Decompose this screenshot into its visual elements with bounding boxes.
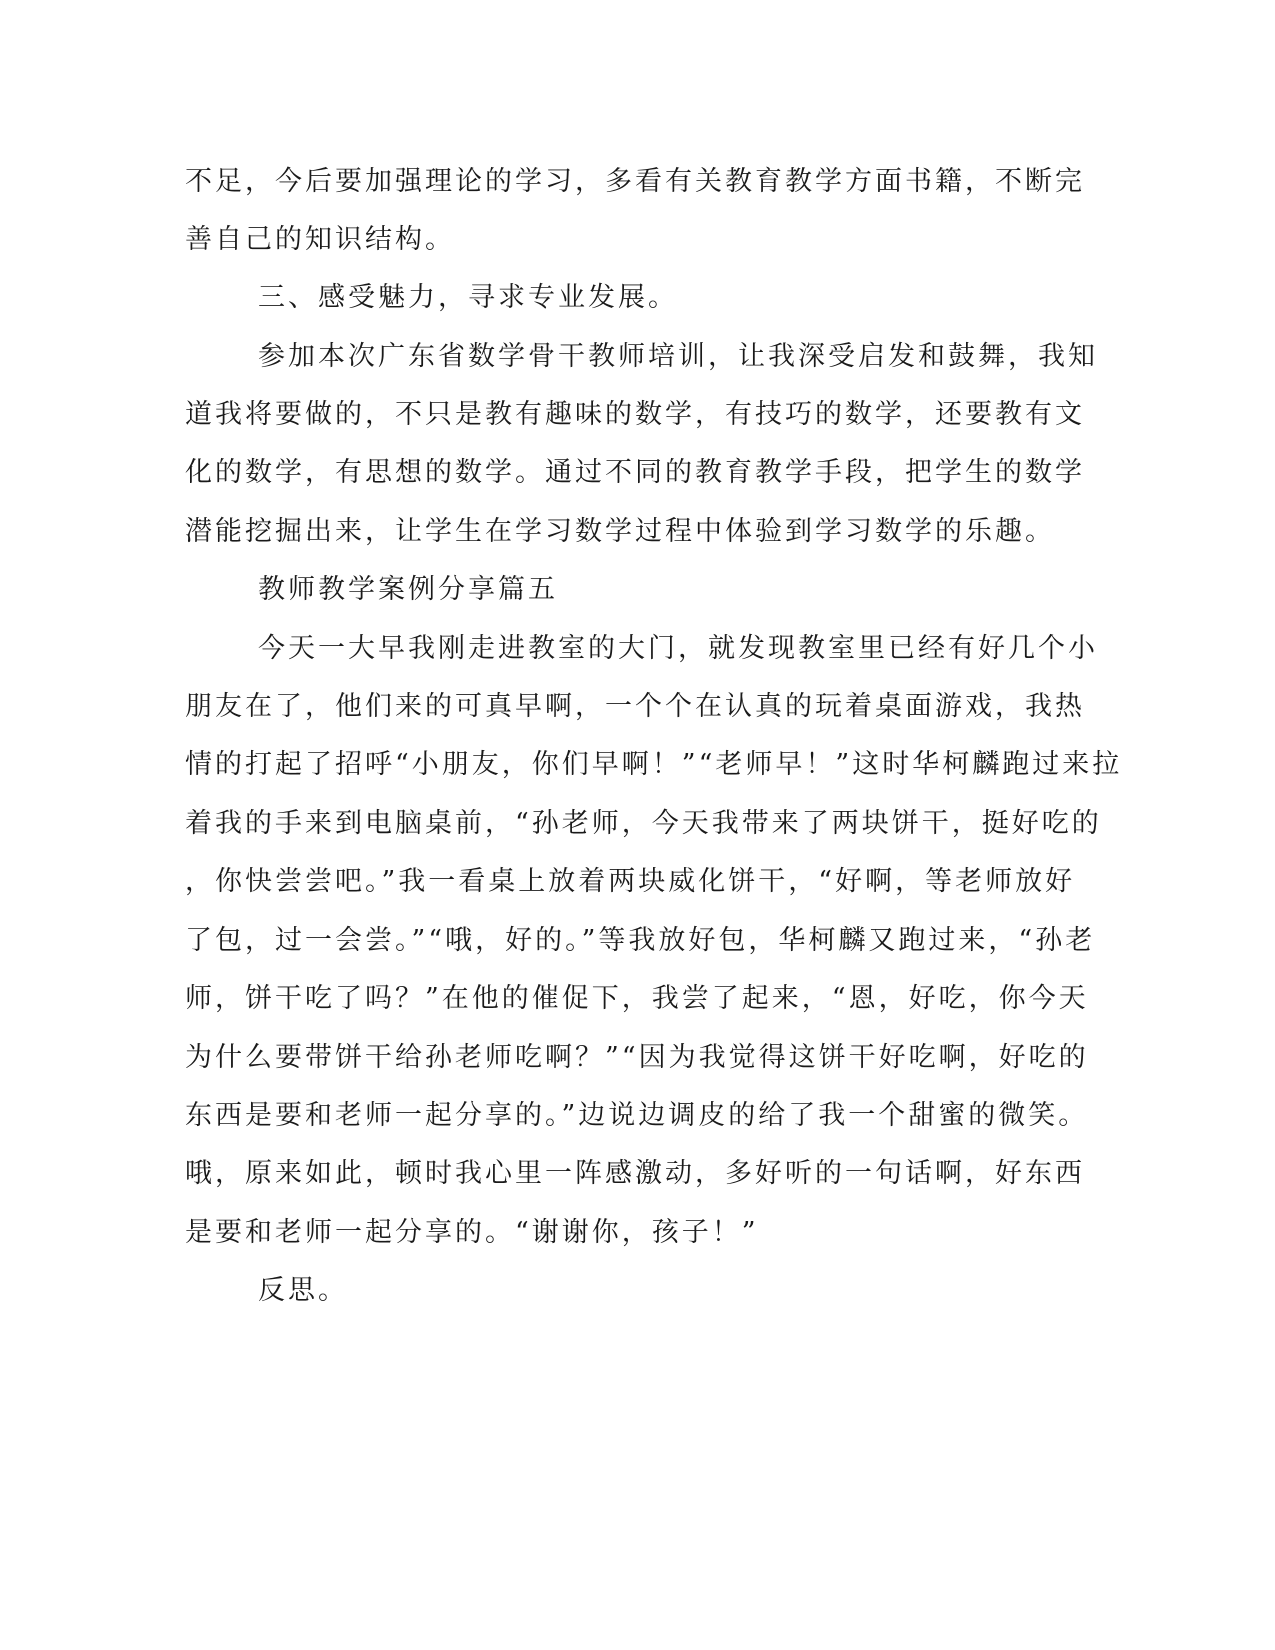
paragraph-line: 师，饼干吃了吗？”在他的催促下，我尝了起来，“恩，好吃，你今天 bbox=[185, 983, 1089, 1014]
paragraph-line: 道我将要做的，不只是教有趣味的数学，有技巧的数学，还要教有文 bbox=[185, 399, 1085, 430]
paragraph-line: 是要和老师一起分享的。“谢谢你，孩子！” bbox=[185, 1217, 759, 1248]
article-title: 教师教学案例分享篇五 bbox=[258, 574, 558, 605]
paragraph-line: 哦，原来如此，顿时我心里一阵感激动，多好听的一句话啊，好东西 bbox=[185, 1158, 1085, 1189]
paragraph-line: 参加本次广东省数学骨干教师培训，让我深受启发和鼓舞，我知 bbox=[258, 341, 1098, 372]
paragraph-line: 善自己的知识结构。 bbox=[185, 224, 455, 255]
paragraph-line: ，你快尝尝吧。”我一看桌上放着两块威化饼干，“好啊，等老师放好 bbox=[185, 866, 1076, 897]
paragraph-line: 今天一大早我刚走进教室的大门，就发现教室里已经有好几个小 bbox=[258, 633, 1098, 664]
paragraph-line: 反思。 bbox=[258, 1275, 348, 1306]
paragraph-line: 着我的手来到电脑桌前，“孙老师，今天我带来了两块饼干，挺好吃的 bbox=[185, 808, 1102, 839]
section-heading: 三、感受魅力，寻求专业发展。 bbox=[258, 282, 678, 313]
paragraph-line: 了包，过一会尝。”“哦，好的。”等我放好包，华柯麟又跑过来，“孙老 bbox=[185, 925, 1096, 956]
paragraph-line: 东西是要和老师一起分享的。”边说边调皮的给了我一个甜蜜的微笑。 bbox=[185, 1100, 1089, 1131]
paragraph-line: 潜能挖掘出来，让学生在学习数学过程中体验到学习数学的乐趣。 bbox=[185, 516, 1055, 547]
paragraph-line: 情的打起了招呼“小朋友，你们早啊！”“老师早！”这时华柯麟跑过来拉 bbox=[185, 749, 1123, 780]
paragraph-line: 朋友在了，他们来的可真早啊，一个个在认真的玩着桌面游戏，我热 bbox=[185, 691, 1085, 722]
paragraph-line: 不足，今后要加强理论的学习，多看有关教育教学方面书籍，不断完 bbox=[185, 166, 1085, 197]
paragraph-line: 为什么要带饼干给孙老师吃啊？”“因为我觉得这饼干好吃啊，好吃的 bbox=[185, 1042, 1089, 1073]
paragraph-line: 化的数学，有思想的数学。通过不同的教育教学手段，把学生的数学 bbox=[185, 457, 1085, 488]
